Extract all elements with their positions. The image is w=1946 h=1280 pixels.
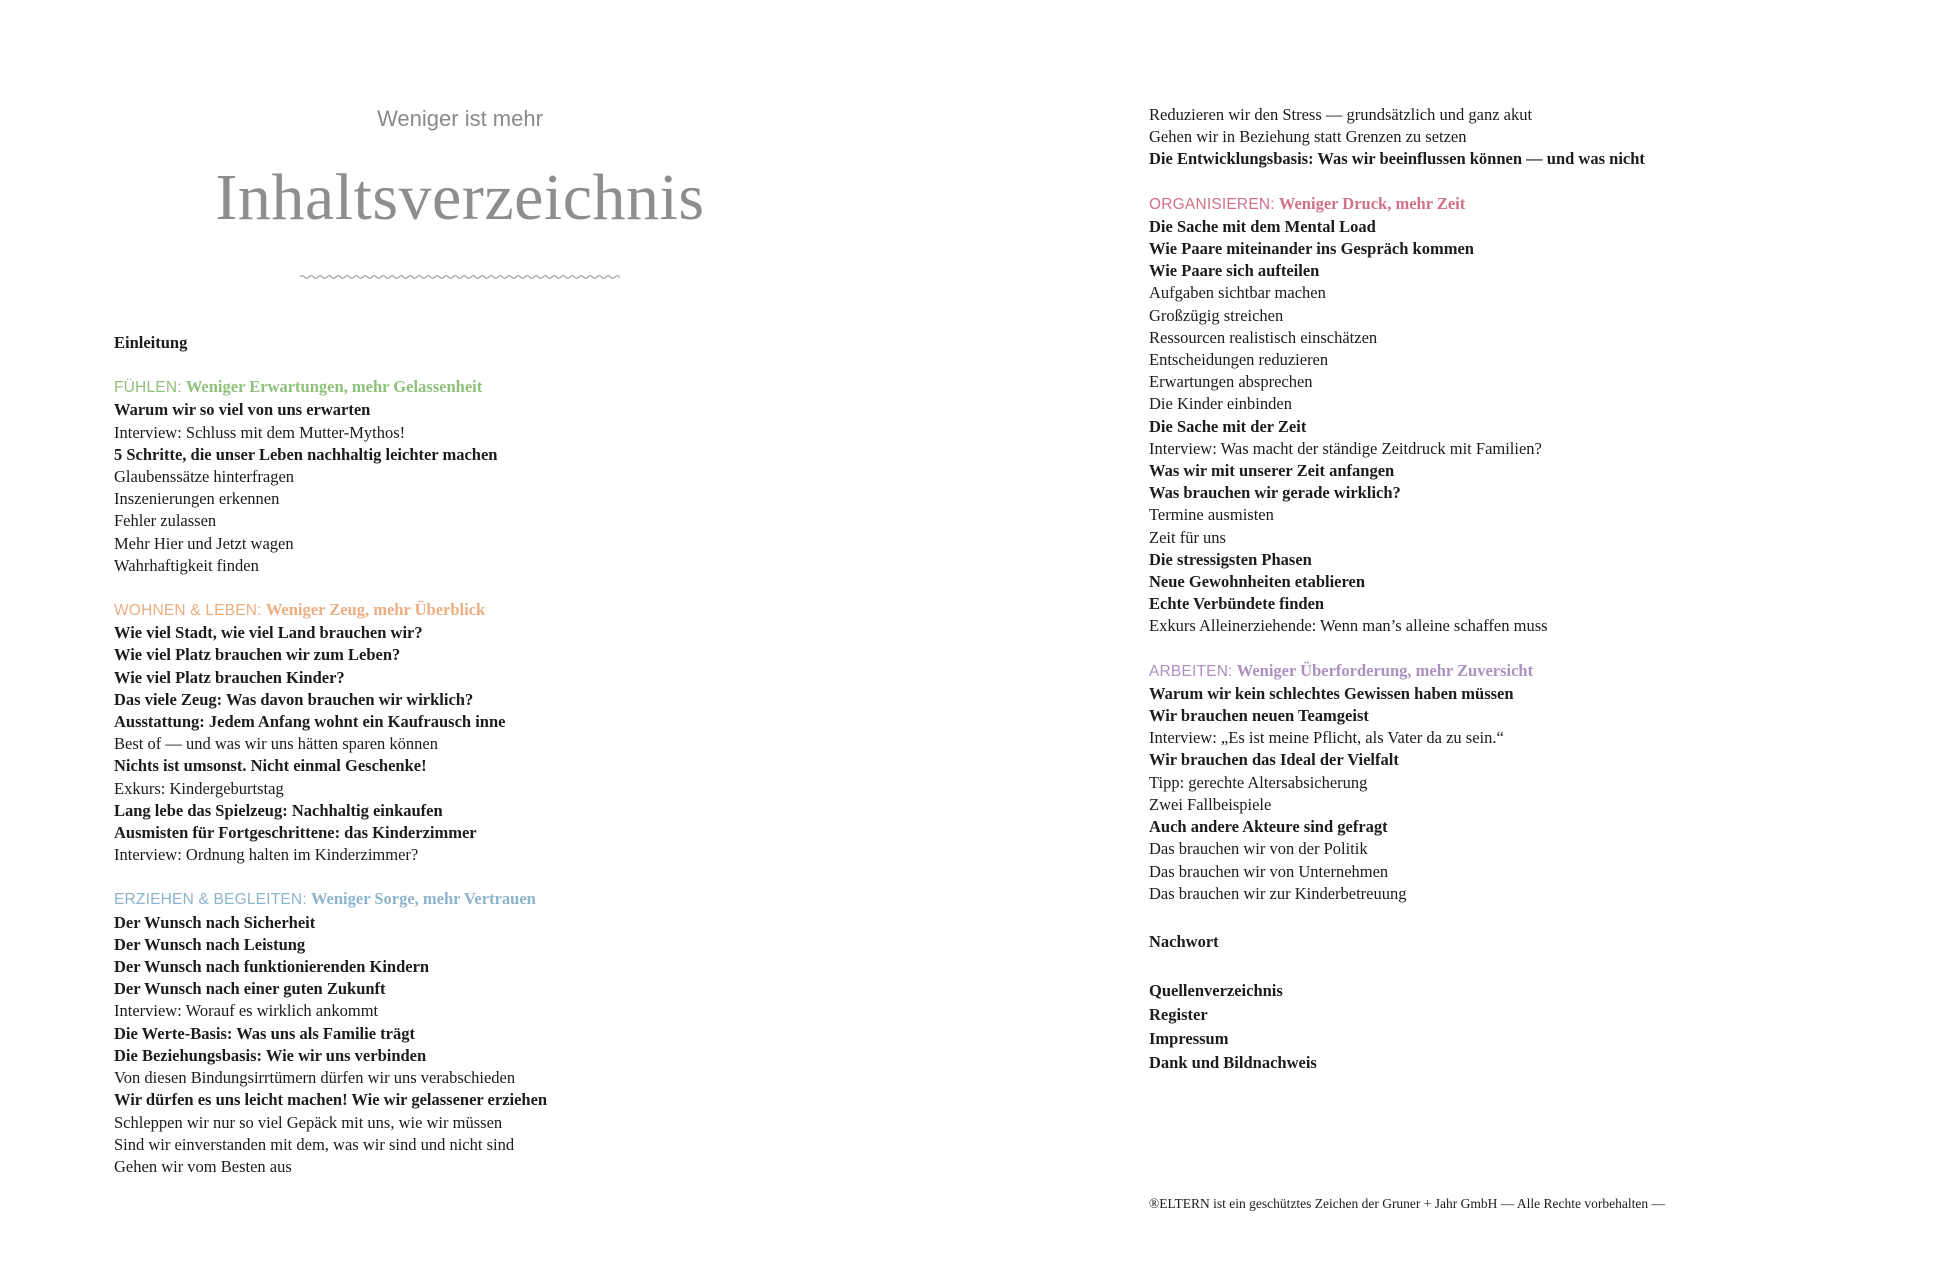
section-items-wohnen [114,622,934,866]
copyright-footer: ®ELTERN ist ein geschütztes Zeichen der Gruner + Jahr GmbH — Alle Rechte vorbehalten — [1149,1196,1665,1211]
toc-entry: Exkurs Alleinerziehende: Wenn man’s alleine schaffen muss [1149,616,1548,636]
section-headline: Weniger Erwartungen, mehr Gelassenheit [185,377,483,397]
toc-entry-intro: Einleitung [114,333,188,352]
toc-entry: Die stressigsten Phasen [1149,549,1312,569]
toc-entry: Glaubenssätze hinterfragen [114,467,295,487]
toc-entry: Zeit für uns [1149,527,1226,547]
section-items-erziehen-continued [1149,104,1929,171]
section-headline: Weniger Sorge, mehr Vertrauen [310,889,536,909]
toc-entry: Warum wir so viel von uns erwarten [114,400,371,420]
section-header-organisieren [1149,193,1929,216]
toc-entry: Wie viel Platz brauchen wir zum Leben? [114,645,401,665]
toc-entry: Interview: Ordnung halten im Kinderzimmer? [114,845,419,865]
toc-entry: Wir brauchen neuen Teamgeist [1149,706,1369,726]
toc-entry: Ressourcen realistisch einschätzen [1149,327,1378,347]
toc-entry: Die Beziehungsbasis: Wie wir uns verbinden [114,1045,427,1065]
toc-left-column [114,332,934,1178]
toc-entry: Best of — und was wir uns hätten sparen können [114,734,438,754]
toc-entry: Warum wir kein schlechtes Gewissen haben müssen [1149,683,1514,703]
toc-entry: Der Wunsch nach Leistung [114,934,306,954]
section-header-erziehen [114,888,934,911]
toc-entry: Erwartungen absprechen [1149,372,1313,392]
toc-entry: Ausmisten für Fortgeschrittene: das Kinderzimmer [114,823,477,843]
section-header-fuehlen [114,376,934,399]
toc-entry: Echte Verbündete finden [1149,594,1325,614]
toc-entry: Was brauchen wir gerade wirklich? [1149,483,1401,503]
toc-entry: 5 Schritte, die unser Leben nachhaltig leichter machen [114,444,498,464]
toc-entry: Exkurs: Kindergeburtstag [114,778,284,798]
toc-entry: Wie Paare miteinander ins Gespräch kommen [1149,239,1474,259]
wave-ornament [300,270,620,284]
section-header-wohnen [114,599,934,622]
toc-entry: Der Wunsch nach funktionierenden Kindern [114,957,430,977]
toc-entry: Interview: Was macht der ständige Zeitdruck mit Familien? [1149,438,1542,458]
toc-entry: Interview: Schluss mit dem Mutter-Mythos! [114,422,406,442]
toc-entry: Wie viel Stadt, wie viel Land brauchen wir? [114,623,423,643]
toc-entry: Die Kinder einbinden [1149,394,1292,414]
toc-entry: Fehler zulassen [114,511,217,531]
toc-entry: Tipp: gerechte Altersabsicherung [1149,772,1368,792]
toc-entry: Neue Gewohnheiten etablieren [1149,572,1366,592]
toc-entry: Ausstattung: Jedem Anfang wohnt ein Kaufrausch inne [114,712,506,732]
toc-entry: Der Wunsch nach einer guten Zukunft [114,979,386,999]
toc-entry: Großzügig streichen [1149,305,1284,325]
section-items-fuehlen [114,399,934,577]
toc-entry: Aufgaben sichtbar machen [1149,283,1326,303]
toc-entry: Reduzieren wir den Stress — grundsätzlich und ganz akut [1149,105,1533,124]
toc-entry-backmatter: Quellenverzeichnis [1149,981,1283,1001]
toc-entry: Zwei Fallbeispiele [1149,794,1272,814]
section-items-arbeiten [1149,683,1929,905]
section-keyword: ORGANISIEREN: [1149,195,1275,213]
toc-entry: Wahrhaftigkeit finden [114,555,259,575]
section-headline: Weniger Überforderung, mehr Zuversicht [1236,660,1534,680]
section-header-arbeiten [1149,660,1929,683]
page-title: Inhaltsverzeichnis [215,161,705,234]
toc-entry: Das brauchen wir von Unternehmen [1149,861,1389,881]
section-headline: Weniger Druck, mehr Zeit [1278,193,1466,213]
toc-entry: Wir dürfen es uns leicht machen! Wie wir gelassener erziehen [114,1090,548,1110]
toc-entry: Sind wir einverstanden mit dem, was wir sind und nicht sind [114,1134,515,1154]
section-keyword: WOHNEN & LEBEN: [114,602,262,620]
toc-entry: Der Wunsch nach Sicherheit [114,912,316,932]
toc-entry-nachwort: Nachwort [1149,931,1219,951]
section-items-organisieren [1149,216,1929,638]
toc-right-column [1149,104,1929,1075]
toc-entry: Das viele Zeug: Was davon brauchen wir wirklich? [114,689,474,709]
toc-entry: Gehen wir vom Besten aus [114,1156,292,1176]
toc-entry: Mehr Hier und Jetzt wagen [114,533,294,553]
toc-entry: Nichts ist umsonst. Nicht einmal Geschenke! [114,756,427,776]
section-keyword: FÜHLEN: [114,379,182,397]
toc-entry: Was wir mit unserer Zeit anfangen [1149,461,1395,481]
toc-entry: Das brauchen wir zur Kinderbetreuung [1149,883,1407,903]
toc-entry: Entscheidungen reduzieren [1149,350,1329,370]
section-keyword: ERZIEHEN & BEGLEITEN: [114,891,307,909]
section-headline: Weniger Zeug, mehr Überblick [265,600,486,620]
toc-entry-backmatter: Dank und Bildnachweis [1149,1053,1317,1073]
toc-entry: Das brauchen wir von der Politik [1149,839,1368,859]
section-keyword: ARBEITEN: [1149,662,1233,680]
toc-entry: Die Sache mit dem Mental Load [1149,216,1376,236]
toc-entry: Die Sache mit der Zeit [1149,416,1307,436]
toc-entry: Interview: „Es ist meine Pflicht, als Vater da zu sein.“ [1149,728,1504,748]
toc-entry: Die Entwicklungsbasis: Was wir beeinflussen können — und was nicht [1149,149,1645,169]
toc-entry: Auch andere Akteure sind gefragt [1149,817,1388,837]
toc-entry: Von diesen Bindungsirrtümern dürfen wir uns verabschieden [114,1068,516,1088]
toc-entry: Wie viel Platz brauchen Kinder? [114,667,345,687]
toc-entry: Inszenierungen erkennen [114,489,280,509]
toc-entry: Interview: Worauf es wirklich ankommt [114,1001,379,1021]
toc-entry: Schleppen wir nur so viel Gepäck mit uns, wie wir müssen [114,1112,503,1132]
toc-entry: Termine ausmisten [1149,505,1274,525]
toc-entry-backmatter: Impressum [1149,1029,1229,1049]
toc-entry: Wie Paare sich aufteilen [1149,261,1320,281]
toc-entry: Wir brauchen das Ideal der Vielfalt [1149,750,1399,770]
toc-entry: Gehen wir in Beziehung statt Grenzen zu setzen [1149,127,1467,147]
toc-entry: Die Werte-Basis: Was uns als Familie trägt [114,1023,415,1043]
toc-entry: Lang lebe das Spielzeug: Nachhaltig einkaufen [114,800,443,820]
section-items-erziehen [114,912,934,1178]
toc-entry-backmatter: Register [1149,1005,1208,1025]
series-title: Weniger ist mehr [377,106,543,131]
